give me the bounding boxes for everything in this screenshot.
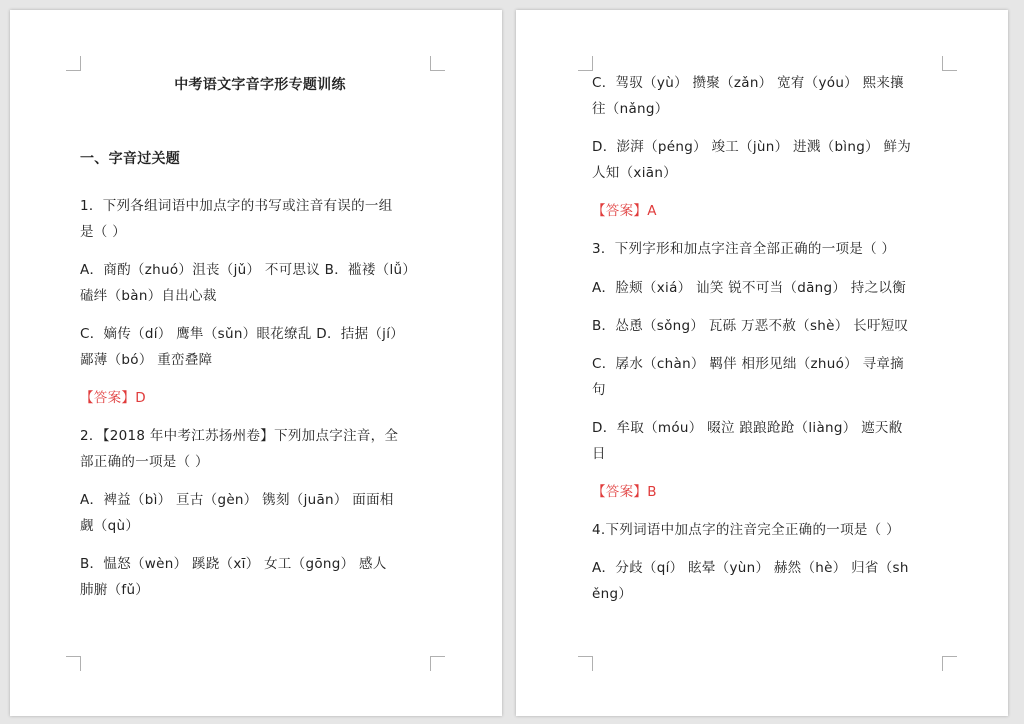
text-line: 2．【2018 年中考江苏扬州卷】下列加点字注音，全 (80, 428, 399, 444)
text-line: 觑（qù） (80, 518, 140, 534)
text-line: 磕绊（bàn）自出心裁 (80, 288, 217, 304)
margin-mark-bottom-right (942, 656, 957, 671)
text-line: C．孱水（chàn） 羁伴 相形见绌（zhuó） 寻章摘 (592, 356, 904, 372)
margin-mark-top-left (578, 56, 593, 71)
text-line: 鄙薄（bó） 重峦叠障 (80, 352, 213, 368)
text-line: 部正确的一项是（ ） (80, 454, 209, 470)
text-line: B．愠怒（wèn） 蹊跷（xī） 女工（gōng） 感人 (80, 556, 387, 572)
answer-label: 【答案】B (592, 484, 657, 500)
text-line: 3．下列字形和加点字注音全部正确的一项是（ ） (592, 241, 896, 257)
text-line: C．驾驭（yù） 攒聚（zǎn） 宽宥（yóu） 熙来攘 (592, 75, 904, 91)
section-heading: 一、字音过关题 (80, 151, 181, 167)
margin-mark-top-left (66, 56, 81, 71)
text-line: 4.下列词语中加点字的注音完全正确的一项是（ ） (592, 522, 900, 538)
text-line: 往（nǎng） (592, 101, 669, 117)
document-title: 中考语文字音字形专题训练 (174, 77, 346, 93)
text-line: A．分歧（qí） 眩晕（yùn） 赫然（hè） 归省（sh (592, 560, 909, 576)
answer-label: 【答案】D (80, 390, 146, 406)
margin-mark-top-right (430, 56, 445, 71)
text-line: B．怂恿（sǒng） 瓦砾 万恶不赦（shè） 长吁短叹 (592, 318, 909, 334)
text-line: 是（ ） (80, 224, 126, 240)
margin-mark-bottom-left (578, 656, 593, 671)
margin-mark-top-right (942, 56, 957, 71)
text-line: A．裨益（bì） 亘古（gèn） 镌刻（juān） 面面相 (80, 492, 394, 508)
text-line: D．牟取（móu） 啜泣 踉踉跄跄（liàng） 遮天敝 (592, 420, 903, 436)
text-line: ěng） (592, 586, 633, 602)
document-page-2[interactable] (516, 10, 1008, 716)
answer-label: 【答案】A (592, 203, 657, 219)
text-line: C．嫡传（dí） 鹰隼（sǔn）眼花缭乱 D．拮据（jí） (80, 326, 405, 342)
text-line: D．澎湃（péng） 竣工（jùn） 进溅（bìng） 鲜为 (592, 139, 912, 155)
text-line: 人知（xiān） (592, 165, 677, 181)
text-line: A．脸颊（xiá） 讪笑 锐不可当（dāng） 持之以衡 (592, 280, 906, 296)
text-line: A．商酌（zhuó）沮丧（jǔ） 不可思议 B．褴褛（lǚ） (80, 262, 417, 278)
document-page-1[interactable] (10, 10, 502, 716)
margin-mark-bottom-left (66, 656, 81, 671)
text-line: 句 (592, 382, 606, 398)
text-line: 1．下列各组词语中加点字的书写或注音有误的一组 (80, 198, 393, 214)
text-line: 肺腑（fǔ） (80, 582, 150, 598)
text-line: 日 (592, 446, 606, 462)
margin-mark-bottom-right (430, 656, 445, 671)
